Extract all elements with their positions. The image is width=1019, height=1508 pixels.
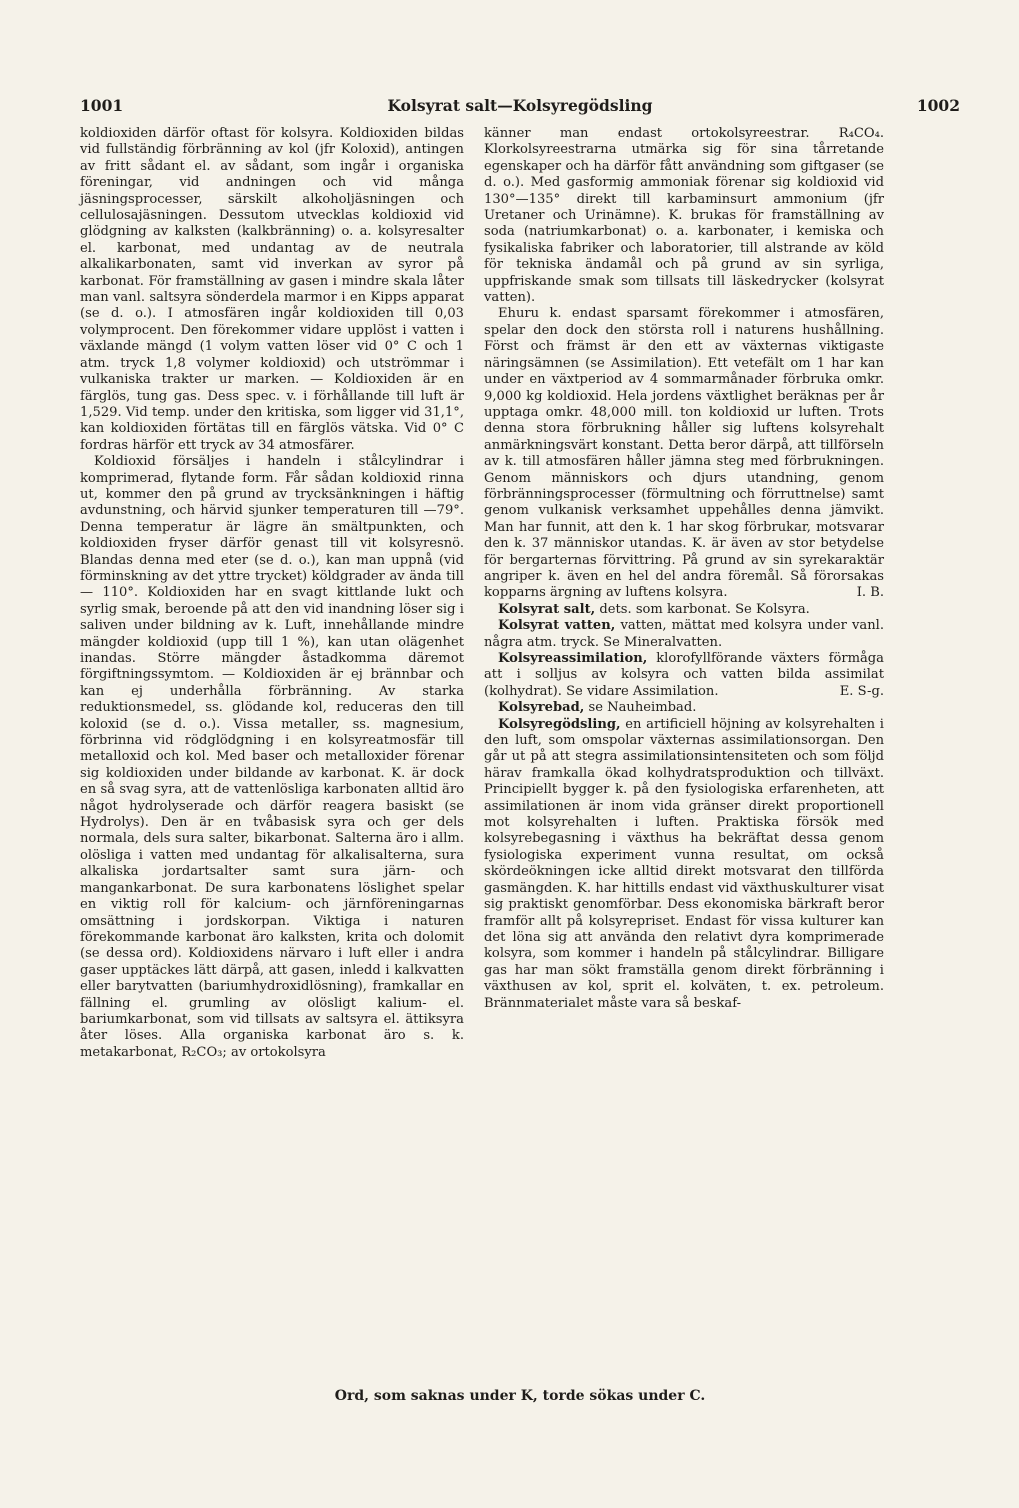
entry-text: dets. som karbonat. Se Kolsyra. [595, 601, 810, 617]
entry-head: Kolsyregödsling, [498, 716, 621, 732]
running-title: Kolsyrat salt—Kolsyregödsling [387, 96, 653, 115]
footer-note: Ord, som saknas under K, torde sökas under C. [334, 1388, 706, 1404]
entry-text: en artificiell höjning av kolsyrehalten i den luft, som omspolar växternas assimilationsorgan. Den går ut på att stegra assimilationsintensiteten och som följd härav framkalla ökad kolhydratsproduktion och tillväxt. Principiellt bygger k. på den fysiologiska erfarenheten, att assimilationen är inom vida gränser direkt proportionell mot kolsyrehalten i luften. Praktiska försök med kolsyrebegasning i växthus ha bekräftat dessa genom fysiologiska experiment vunna resultat, om också skördeökningen icke alltid direkt motsvarat den tillförda gasmängden. K. har hittills endast vid växthuskulturer visat sig praktiskt genomförbar. Dess ekonomiska bärkraft beror framför allt på kolsyrepriset. Endast för vissa kulturer kan det löna sig att använda den relativt dyra komprimerade kolsyra, som kommer i handeln på stålcylindrar. Billigare gas har man sökt framställa genom direkt förbränning i växthusen av kol, sprit el. kolväten, t. ex. petroleum. Brännmaterialet måste vara så beskaf- [484, 716, 884, 1011]
right-paragraph-2 [484, 306, 884, 601]
entry-head: Kolsyrat vatten, [498, 618, 616, 634]
right-paragraph-1: känner man endast ortokolsyreestrar. R₄CO₄. Klorkolsyreestrarna utmärka sig för sina tårretande egenskaper och ha därför fått användning som giftgaser (se d. o.). Med gasformig ammoniak förenar sig koldioxid vid 130°—135° direkt till karbaminsurt ammonium (jfr Uretaner och Urinämne). K. brukas för framställning av soda (natriumkarbonat) o. a. karbonater, i kemiska och fysikaliska fabriker och laboratorier, till alstrande av köld för tekniska ändamål och på grund av sin syrliga, uppfriskande smak som tillsats till läskedrycker (kolsyrat vatten). [484, 126, 884, 306]
page-header [80, 96, 960, 122]
left-paragraph-1: koldioxiden därför oftast för kolsyra. Koldioxiden bildas vid fullständig förbränning av kol (jfr Koloxid), antingen av fritt sådant el. av sådant, som ingår i organiska föreningar, vid andningen och vid många jäsningsprocesser, särskilt alkoholjäsningen och cellulosajäsningen. Dessutom utvecklas koldioxid vid glödgning av kalksten (kalkbränning) o. a. kolsyresalter el. karbonat, med undantag av de neutrala alkalikarbonaten, samt vid inverkan av syror på karbonat. För framställning av gasen i mindre skala låter man vanl. saltsyra sönderdela marmor i en Kipps apparat (se d. o.). I atmosfären ingår koldioxiden till 0,03 volymprocent. Den förekommer vidare upplöst i vatten i växlande mängd (1 volym vatten löser vid 0° C och 1 atm. tryck 1,8 volymer koldioxid) och utströmmar i vulkaniska trakter ur marken. — Koldioxiden är en färglös, tung gas. Dess spec. v. i förhållande till luft är 1,529. Vid temp. under den kritiska, som ligger vid 31,1°, kan koldioxiden förtätas till en färglös vätska. Vid 0° C fordras härför ett tryck av 34 atmosfärer. [80, 126, 464, 453]
signature-ib: I. B. [856, 585, 884, 601]
page-number-right: 1002 [916, 96, 960, 115]
entry-head: Kolsyrebad, [498, 700, 585, 716]
right-paragraph-2-text: Ehuru k. endast sparsamt förekommer i atmosfären, spelar den dock den största roll i naturens hushållning. Först och främst är den ett av växternas viktigaste näringsämnen (se Assimilation). Ett vetefält om 1 har kan under en växtperiod av 4 sommarmånader förbruka omkr. 9,000 kg koldioxid. Hela jordens växtlighet beräknas per år upptaga omkr. 48,000 mill. ton koldioxid ur luften. Trots denna stora förbrukning håller sig luftens kolsyrehalt anmärkningsvärt konstant. Detta beror därpå, att tillförseln av k. till atmosfären håller jämna steg med förbrukningen. Genom människors och djurs utandning, genom förbränningsprocesser (förmultning och förruttnelse) samt genom vulkanisk verksamhet uppehålles denna jämvikt. Man har funnit, att den k. 1 har skog förbrukar, motsvarar den k. 37 människor utandas. K. är även av stor betydelse för bergarternas förvittring. På grund av sin syrekaraktär angriper k. även en hel del andra föremål. Så förorsakas kopparns ärgning av luftens kolsyra. [484, 306, 884, 601]
page-number-left: 1001 [80, 96, 124, 115]
entry-kolsyrat-vatten [484, 618, 884, 651]
entry-kolsyrat-salt [484, 602, 884, 618]
entry-text: se Nauheimbad. [584, 700, 697, 716]
signature-esg: E. S-g. [839, 683, 884, 699]
left-column [80, 126, 464, 1061]
entry-head: Kolsyrat salt, [498, 601, 596, 617]
entry-text: vatten, mättat med kolsyra under vanl. några atm. tryck. Se Mineralvatten. [484, 618, 884, 650]
entry-kolsyrebad [484, 700, 884, 716]
left-paragraph-2: Koldioxid försäljes i handeln i stålcylindrar i komprimerad, flytande form. Får sådan koldioxid rinna ut, kommer den på grund av trycksänkningen i häftig avdunstning, och härvid sjunker temperaturen till —79°. Denna temperatur är lägre än smältpunkten, och koldioxiden fryser därför genast till vit kolsyresnö. Blandas denna med eter (se d. o.), kan man uppnå (vid förminskning av det yttre trycket) köldgrader av ända till — 110°. Koldioxiden har en svagt kittlande lukt och syrlig smak, beroende på att den vid inandning löser sig i saliven under bildning av k. Luft, innehållande mindre mängder koldioxid (upp till 1 %), kan utan olägenhet inandas. Större mängder åstadkomma däremot förgiftningssymtom. — Koldioxiden är ej brännbar och kan ej underhålla förbränning. Av starka reduktionsmedel, ss. glödande kol, reduceras den till koloxid (se d. o.). Vissa metaller, ss. magnesium, förbrinna vid rödglödgning i en kolsyreatmosfär till metalloxid och kol. Med baser och metalloxider förenar sig koldioxiden under bildande av karbonat. K. är dock en så svag syra, att de vattenlösliga karbonaten alltid äro något hydrolyserade och därför reagera basiskt (se Hydrolys). Den är en tvåbasisk syra och ger dels normala, dels sura salter, bikarbonat. Salterna äro i allm. olösliga i vatten med undantag för alkalisalterna, sura alkaliska jordartsalter samt sura järn- och mangankarbonat. De sura karbonatens löslighet spelar en viktig roll för kalcium- och järnföreningarnas omsättning i jordskorpan. Viktiga i naturen förekommande karbonat äro kalksten, krita och dolomit (se dessa ord). Koldioxidens närvaro i luft eller i andra gaser upptäckes lätt därpå, att gasen, inledd i kalkvatten eller barytvatten (bariumhydroxidlösning), framkallar en fällning el. grumling av olösligt kalium- el. bariumkarbonat, som vid tillsats av saltsyra el. ättiksyra åter löses. Alla organiska karbonat äro s. k. metakarbonat, R₂CO₃; av ortokolsyra [80, 454, 464, 1060]
entry-head: Kolsyreassimilation, [498, 651, 648, 666]
entry-kolsyregodsling [484, 717, 884, 1012]
entry-text: klorofyllförande växters förmåga att i solljus av kolsyra och vatten bilda assimilat (kolhydrat). Se vidare Assimilation. [484, 651, 884, 699]
entry-kolsyreassimilation [484, 651, 884, 700]
right-column [484, 126, 884, 1012]
